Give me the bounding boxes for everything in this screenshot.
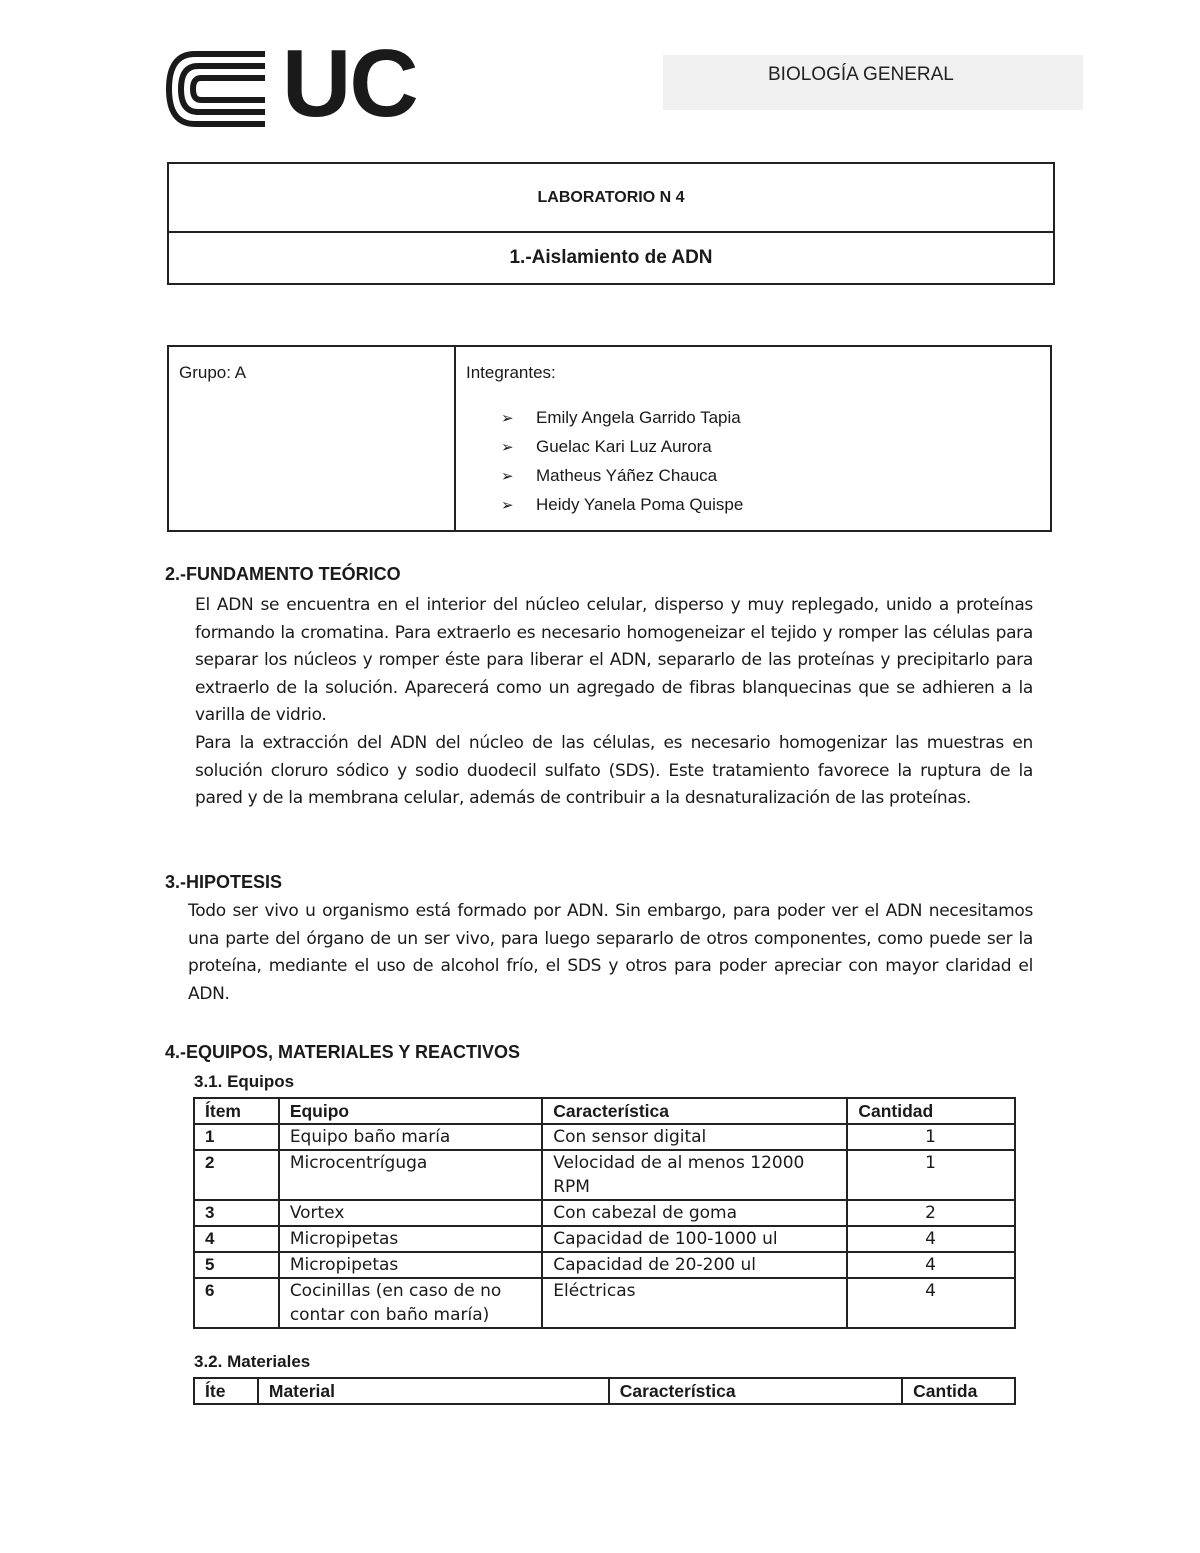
course-label: BIOLOGÍA GENERAL	[768, 64, 954, 85]
list-item	[501, 432, 1050, 461]
equipo-cell: Equipo baño maría	[279, 1124, 542, 1150]
item-cell: 6	[194, 1278, 279, 1328]
equipo-cell: Vortex	[279, 1200, 542, 1226]
materiales-table	[193, 1377, 1016, 1405]
table-row	[194, 1150, 1015, 1200]
table-header-row	[194, 1378, 1015, 1404]
cantidad-cell: 1	[847, 1124, 1015, 1150]
column-header: Íte	[194, 1378, 258, 1404]
equipos-table	[193, 1097, 1016, 1329]
member-name: Emily Angela Garrido Tapia	[536, 407, 741, 427]
table-row	[194, 1200, 1015, 1226]
cantidad-cell: 4	[847, 1226, 1015, 1252]
arrow-bullet-icon: ➢	[501, 409, 514, 427]
column-header: Característica	[609, 1378, 902, 1404]
hipotesis-paragraph: Todo ser vivo u organismo está formado por ADN. Sin embargo, para poder ver el ADN necesitamos una parte del órgano de un ser vivo, para luego separarlo de otros componentes, como puede ser la proteína, mediante el uso de alcohol frío, el SDS y otros para poder apreciar con mayor claridad el ADN.	[188, 901, 1033, 1004]
members-cell	[456, 347, 1050, 530]
column-header: Cantida	[902, 1378, 1015, 1404]
equipo-cell: Cocinillas (en caso de no contar con baño maría)	[279, 1278, 542, 1328]
cantidad-cell: 4	[847, 1278, 1015, 1328]
fundamento-paragraph-1: El ADN se encuentra en el interior del núcleo celular, disperso y muy replegado, unido a proteínas formando la cromatina. Para extraerlo es necesario homogeneizar el tejido y romper las células para separar los núcleos y romper éste para liberar el ADN, separarlo de las proteínas y precipitarlo para extraerlo de la solución. Aparecerá como un agregado de fibras blanquecinas que se adhieren a la varilla de vidrio.	[195, 595, 1033, 726]
equipo-cell: Micropipetas	[279, 1252, 542, 1278]
item-cell: 1	[194, 1124, 279, 1150]
column-header: Cantidad	[847, 1098, 1015, 1124]
hipotesis-heading: 3.-HIPOTESIS	[165, 872, 283, 892]
fundamento-paragraph-2: Para la extracción del ADN del núcleo de las células, es necesario homogenizar las muestras en solución cloruro sódico y sodio duodecil sulfato (SDS). Este tratamiento favorece la ruptura de la pared y de la membrana celular, además de contribuir a la desnaturalización de las proteínas.	[195, 733, 1033, 809]
equipo-cell: Micropipetas	[279, 1226, 542, 1252]
caracteristica-cell: Capacidad de 20-200 ul	[542, 1252, 847, 1278]
group-label: Grupo: A	[169, 347, 456, 530]
column-header: Material	[258, 1378, 609, 1404]
logo-text: UC	[282, 30, 417, 137]
materiales-subheading: 3.2. Materiales	[194, 1352, 311, 1371]
member-name: Matheus Yáñez Chauca	[536, 465, 718, 485]
table-header-row	[194, 1098, 1015, 1124]
arrow-bullet-icon: ➢	[501, 467, 514, 485]
list-item	[501, 403, 1050, 432]
table-row	[194, 1124, 1015, 1150]
cantidad-cell: 2	[847, 1200, 1015, 1226]
table-row	[194, 1278, 1015, 1328]
caracteristica-cell: Con cabezal de goma	[542, 1200, 847, 1226]
arrow-bullet-icon: ➢	[501, 496, 514, 514]
caracteristica-cell: Velocidad de al menos 12000 RPM	[542, 1150, 847, 1200]
item-cell: 4	[194, 1226, 279, 1252]
equipos-heading: 4.-EQUIPOS, MATERIALES Y REACTIVOS	[165, 1042, 521, 1062]
cantidad-cell: 4	[847, 1252, 1015, 1278]
caracteristica-cell: Con sensor digital	[542, 1124, 847, 1150]
caracteristica-cell: Eléctricas	[542, 1278, 847, 1328]
item-cell: 5	[194, 1252, 279, 1278]
members-label: Integrantes:	[466, 363, 556, 382]
column-header: Característica	[542, 1098, 847, 1124]
lab-topic: 1.-Aislamiento de ADN	[509, 247, 713, 268]
item-cell: 3	[194, 1200, 279, 1226]
column-header: Equipo	[279, 1098, 542, 1124]
table-row	[194, 1252, 1015, 1278]
equipos-subheading: 3.1. Equipos	[194, 1072, 295, 1091]
table-row	[194, 1226, 1015, 1252]
members-list	[501, 403, 1050, 519]
title-table	[167, 162, 1055, 285]
member-name: Guelac Kari Luz Aurora	[536, 436, 712, 456]
fundamento-heading: 2.-FUNDAMENTO TEÓRICO	[165, 564, 401, 584]
arrow-bullet-icon: ➢	[501, 438, 514, 456]
cantidad-cell: 1	[847, 1150, 1015, 1200]
group-table	[167, 345, 1052, 532]
column-header: Ítem	[194, 1098, 279, 1124]
list-item	[501, 490, 1050, 519]
caracteristica-cell: Capacidad de 100-1000 ul	[542, 1226, 847, 1252]
member-name: Heidy Yanela Poma Quispe	[536, 494, 744, 514]
list-item	[501, 461, 1050, 490]
equipo-cell: Microcentríguga	[279, 1150, 542, 1200]
item-cell: 2	[194, 1150, 279, 1200]
lab-title: LABORATORIO N 4	[169, 164, 1053, 233]
course-box	[663, 55, 1083, 110]
